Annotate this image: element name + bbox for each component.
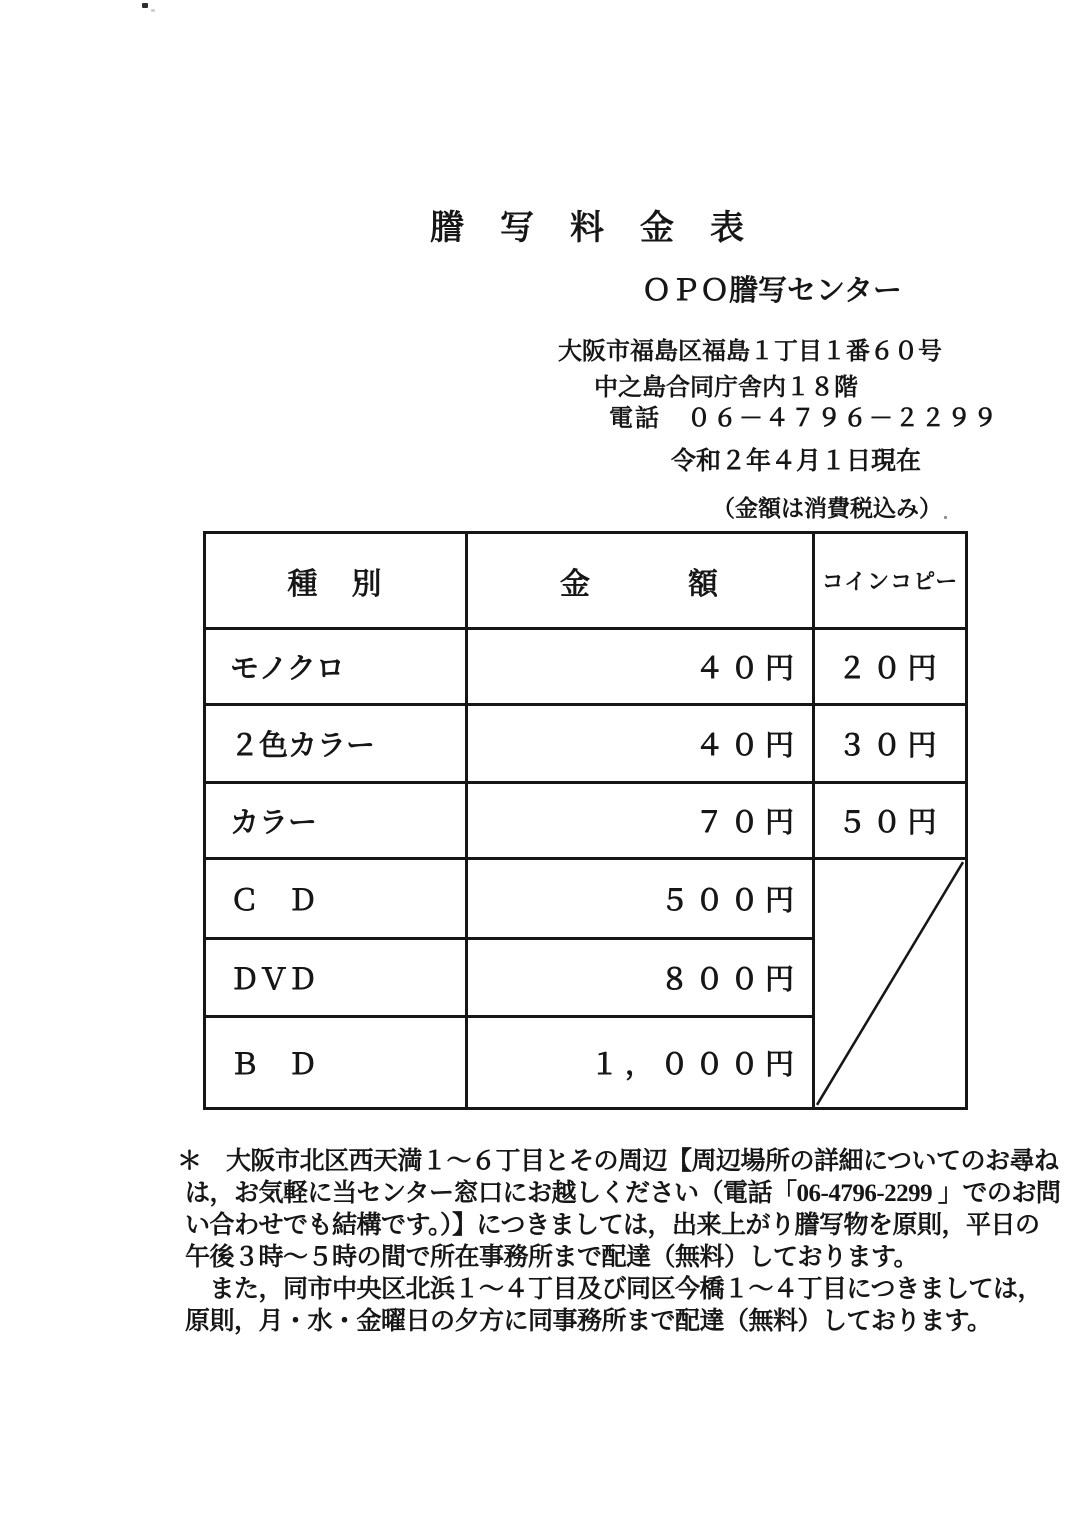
- cell-type: Ｃ Ｄ: [206, 860, 468, 940]
- as-of-date: 令和２年４月１日現在: [671, 448, 922, 475]
- price-table: [203, 531, 968, 1110]
- footnote-line: 午後３時～５時の間で所在事務所まで配達（無料）しております。: [185, 1244, 919, 1271]
- phone-line: 電話 ０６－４７９６－２２９９: [609, 406, 999, 432]
- coin-na-cell: [815, 860, 965, 1107]
- address-line-1: 大阪市福島区福島１丁目１番６０号: [558, 339, 942, 365]
- cell-type: ＤＶＤ: [206, 940, 468, 1018]
- footnote-line: ＊ 大阪市北区西天満１～６丁目とその周辺【周辺場所の詳細についてのお尋ね: [177, 1148, 1059, 1175]
- cell-amount: １，０００円: [468, 1018, 815, 1107]
- tax-note: （金額は消費税込み）: [712, 496, 942, 521]
- table-header-amount: 金 額: [468, 534, 815, 630]
- footnote: [177, 1146, 1061, 1338]
- scan-speck: [944, 516, 947, 519]
- cell-type: カラー: [206, 784, 468, 860]
- address-line-2: 中之島合同庁舎内１８階: [594, 375, 858, 401]
- organization-name: ＯＰＯ謄写センター: [642, 275, 902, 307]
- cell-amount: ７０円: [468, 784, 815, 860]
- table-header-type: 種 別: [206, 534, 468, 630]
- scan-speck: [151, 9, 155, 12]
- table-header-coin: コインコピー: [815, 534, 965, 630]
- cell-coin: ３０円: [815, 706, 965, 784]
- footnote-line: い合わせでも結構です。）】につきましては，出来上がり謄写物を原則，平日の: [185, 1212, 1040, 1239]
- cell-type: モノクロ: [206, 630, 468, 706]
- cell-amount: ５００円: [468, 860, 815, 940]
- diagonal-line-icon: [815, 860, 965, 1107]
- footnote-line: また，同市中央区北浜１～４丁目及び同区今橋１～４丁目につきましては，: [185, 1276, 1043, 1303]
- cell-amount: ４０円: [468, 706, 815, 784]
- document-title: 謄 写 料 金 表: [430, 210, 745, 247]
- cell-coin: ５０円: [815, 784, 965, 860]
- footnote-line: は，お気軽に当センター窓口にお越しください（電話「06-4796-2299 」でのお問: [185, 1180, 1061, 1207]
- cell-amount: ４０円: [468, 630, 815, 706]
- cell-type: ２色カラー: [206, 706, 468, 784]
- cell-amount: ８００円: [468, 940, 815, 1018]
- footnote-line: 原則，月・水・金曜日の夕方に同事務所まで配達（無料）しております。: [185, 1308, 992, 1335]
- scan-speck: [142, 3, 148, 8]
- cell-coin: ２０円: [815, 630, 965, 706]
- cell-type: Ｂ Ｄ: [206, 1018, 468, 1107]
